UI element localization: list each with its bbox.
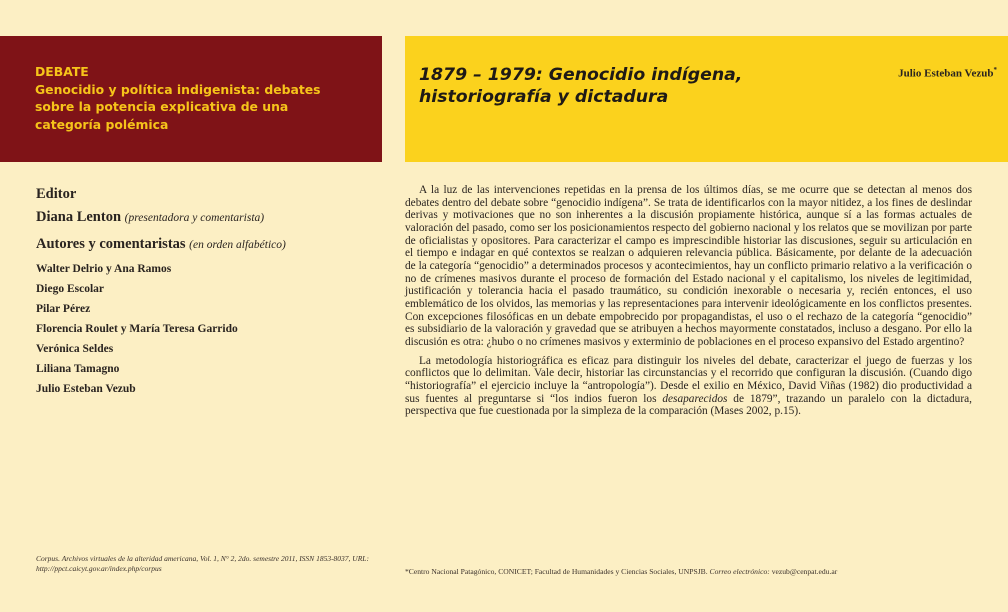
author-footnote-mark: * — [993, 66, 997, 74]
author-item: Pilar Pérez — [36, 303, 91, 315]
section-title: Genocidio y política indigenista: debates sobre la potencia explicativa de una categoría polémica — [35, 81, 321, 132]
footnote-email-label: Correo electrónico: — [709, 567, 770, 576]
author-item: Florencia Roulet y María Teresa Garrido — [36, 323, 238, 335]
author-item: Walter Delrio y Ana Ramos — [36, 263, 172, 275]
editor-name: Diana Lenton — [36, 209, 122, 225]
article-author — [898, 66, 997, 80]
footnote-email: vezub@cenpat.edu.ar — [769, 567, 838, 576]
footnote-text: *Centro Nacional Patagónico, CONICET; Facultad de Humanidades y Ciencias Sociales, UNPSJB. — [405, 567, 710, 576]
body-paragraph — [405, 355, 972, 418]
authors-heading: Autores y comentaristas — [36, 236, 186, 252]
article-title: 1879 – 1979: Genocidio indígena, historiografía y dictadura — [419, 65, 743, 107]
editor-heading: Editor — [36, 186, 77, 202]
authors-heading-line — [36, 235, 366, 254]
author-item: Julio Esteban Vezub — [36, 383, 136, 395]
footnote — [405, 567, 985, 576]
article-body — [405, 184, 972, 424]
author-item: Diego Escolar — [36, 283, 105, 295]
paragraph-text: La metodología historiográfica es eficaz para distinguir los niveles del debate, caracterizar el juego de fuerzas y los conflictos que lo delimitan. Vale decir, historiar las circunstancias y el recorrido que configuran la discusión. (Cuando digo “historiografía” el ejercicio incluye la “antropología”). Desde el exilio en México, David Viñas (1982) dio productividad a sus fuentes al preguntarse si “los indios fueron los — [405, 354, 972, 405]
editor-line — [36, 208, 366, 227]
emphasis-text: desaparecidos — [662, 392, 728, 405]
article-banner — [405, 36, 1008, 162]
body-paragraph: A la luz de las intervenciones repetidas en la prensa de los últimos días, se me ocurre que se detectan al menos dos debates dentro del debate sobre “genocidio indígena”. Se trata de identificarlos con la mayor nitidez, a los fines de deslindar derivas y motivaciones que no son inherentes a la discusión propiamente histórica, aunque sí a las formas actuales de valoración del pasado, como ser los posicionamientos respecto del gobierno nacional y los relatos que se movilizan por parte de oficialistas y opositores. Para caracterizar el campo es imprescindible historiar las discusiones, seguir su articulación en el tiempo e indagar en qué contextos se realzan o adquieren relevancia pública. Básicamente, por delante de la adecuación de la categoría “genocidio” a determinados procesos y acontecimientos, hay un conflicto primario relativo a la verificación o no de crímenes masivos durante el proceso de formación del Estado nacional y el capitalismo, los niveles de legitimidad, justificación y tolerancia hacia el pasado traumático, su condición inexorable o necesaria y, recién entonces, el uso emblemático de los olvidos, las memorias y las representaciones para intervenir ideológicamente en los conflictos presentes. Con excepciones filosóficas en un debate empobrecido por propagandistas, el uso o el rechazo de la categoría “genocidio” es subsidiario de la valoración y gravedad que se atribuyen a hechos mayormente constatados, incluso a desgano. Por ello la discusión es otra: ¿hubo o no crímenes masivos y exterminio de poblaciones en el proceso expansivo del Estado argentino? — [405, 184, 972, 348]
author-name: Julio Esteban Vezub — [898, 67, 994, 80]
authors-list — [36, 259, 366, 399]
editor-role: (presentadora y comentarista) — [124, 212, 265, 224]
author-item: Verónica Seldes — [36, 343, 114, 355]
credits-column — [36, 185, 366, 399]
paragraph-text: de 1879”, trazando un paralelo con la dictadura, perspectiva que fue cuestionada por la simpleza de la comparación (Mases 2002, p.15). — [405, 392, 972, 418]
authors-note: (en orden alfabético) — [189, 239, 286, 251]
section-banner — [0, 36, 382, 162]
section-kicker: DEBATE — [35, 64, 89, 79]
author-item: Liliana Tamagno — [36, 363, 120, 375]
journal-citation: Corpus. Archivos virtuales de la alteridad americana, Vol. 1, N° 2, 2do. semestre 2011, ISSN 1853-8037, URL: http://ppct.caicyt.gov.ar/index.php/corpus — [36, 554, 369, 573]
